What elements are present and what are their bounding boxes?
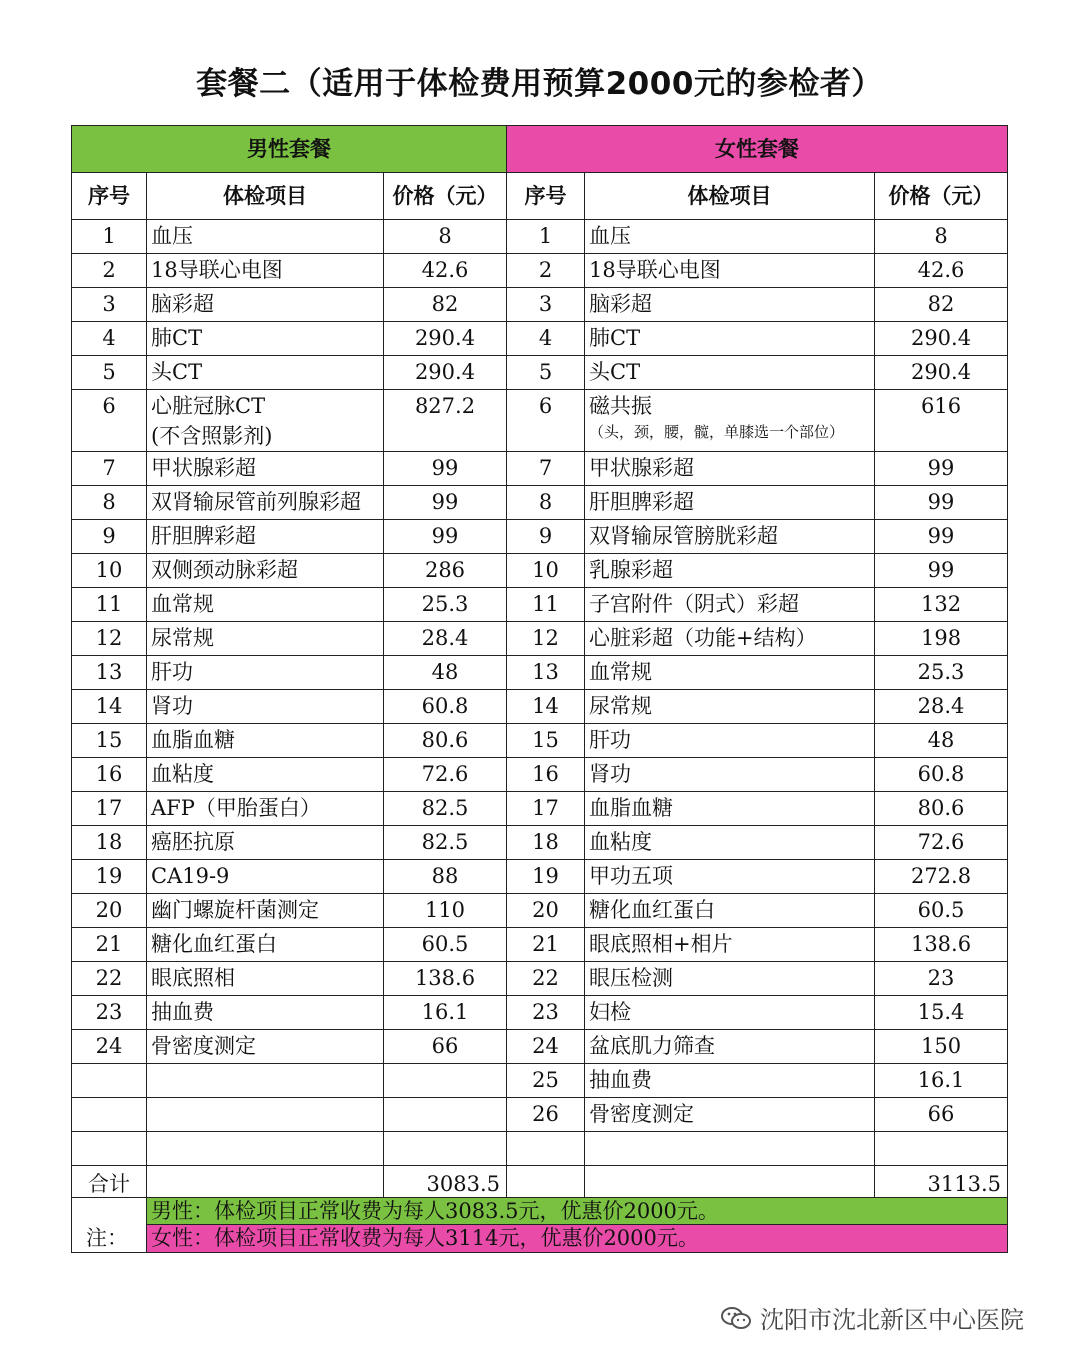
female-item-price (875, 1132, 1008, 1166)
female-item-no: 25 (507, 1064, 585, 1098)
female-item-name: 肺CT (585, 322, 875, 356)
male-item-name: 脑彩超 (147, 288, 384, 322)
male-item-price: 66 (384, 1030, 507, 1064)
table-row (72, 220, 1008, 254)
male-item-no: 21 (72, 928, 147, 962)
male-item-name: 幽门螺旋杆菌测定 (147, 894, 384, 928)
female-item-name: 肝功 (585, 724, 875, 758)
female-item-price: 99 (875, 554, 1008, 588)
male-item-name: 血粘度 (147, 758, 384, 792)
female-item-name: 糖化血红蛋白 (585, 894, 875, 928)
total-row (72, 1166, 1008, 1198)
table-row (72, 792, 1008, 826)
table-row (72, 288, 1008, 322)
male-item-name (147, 1098, 384, 1132)
female-item-price: 150 (875, 1030, 1008, 1064)
table-row (72, 996, 1008, 1030)
male-item-price: 290.4 (384, 322, 507, 356)
female-item-price: 138.6 (875, 928, 1008, 962)
female-item-name: 血压 (585, 220, 875, 254)
watermark-text: 沈阳市沈北新区中心医院 (760, 1306, 1024, 1334)
male-item-no: 12 (72, 622, 147, 656)
male-item-name (147, 1132, 384, 1166)
male-item-no: 14 (72, 690, 147, 724)
table-row (72, 588, 1008, 622)
female-item-price: 272.8 (875, 860, 1008, 894)
female-item-no: 1 (507, 220, 585, 254)
male-item-price (384, 1064, 507, 1098)
female-item-no: 12 (507, 622, 585, 656)
male-item-name: 血常规 (147, 588, 384, 622)
male-item-name (147, 1064, 384, 1098)
male-item-no: 10 (72, 554, 147, 588)
female-item-no: 20 (507, 894, 585, 928)
table-row (72, 1132, 1008, 1166)
female-item-name: 子宫附件（阴式）彩超 (585, 588, 875, 622)
table-row (72, 690, 1008, 724)
male-item-price: 25.3 (384, 588, 507, 622)
male-item-price: 138.6 (384, 962, 507, 996)
table-row (72, 356, 1008, 390)
male-item-price: 82.5 (384, 792, 507, 826)
female-item-name: 尿常规 (585, 690, 875, 724)
male-item-name: 糖化血红蛋白 (147, 928, 384, 962)
male-item-price: 72.6 (384, 758, 507, 792)
male-item-price: 88 (384, 860, 507, 894)
total-label: 合计 (72, 1166, 147, 1198)
female-item-name: 18导联心电图 (585, 254, 875, 288)
female-item-no: 2 (507, 254, 585, 288)
female-item-no: 6 (507, 390, 585, 452)
female-item-price: 290.4 (875, 356, 1008, 390)
male-item-price: 60.5 (384, 928, 507, 962)
col-header-item: 体检项目 (147, 173, 384, 220)
male-item-name: 肾功 (147, 690, 384, 724)
male-package-header: 男性套餐 (72, 126, 507, 173)
male-item-no: 2 (72, 254, 147, 288)
male-item-no: 13 (72, 656, 147, 690)
table-row (72, 860, 1008, 894)
female-item-no: 22 (507, 962, 585, 996)
table-row (72, 962, 1008, 996)
female-item-no: 3 (507, 288, 585, 322)
table-row (72, 520, 1008, 554)
male-item-name: 癌胚抗原 (147, 826, 384, 860)
female-item-no: 15 (507, 724, 585, 758)
male-item-price: 60.8 (384, 690, 507, 724)
female-item-no: 16 (507, 758, 585, 792)
male-item-price: 28.4 (384, 622, 507, 656)
female-item-name (585, 1132, 875, 1166)
female-package-header: 女性套餐 (507, 126, 1008, 173)
female-item-price: 16.1 (875, 1064, 1008, 1098)
female-item-price: 99 (875, 486, 1008, 520)
table-row (72, 390, 1008, 452)
female-item-name: 磁共振 （头，颈，腰，髋，单膝选一个部位） (585, 390, 875, 452)
female-item-name: 血脂血糖 (585, 792, 875, 826)
female-item-name: 甲状腺彩超 (585, 452, 875, 486)
page-title: 套餐二（适用于体检费用预算2000元的参检者） (196, 66, 883, 102)
male-item-price: 80.6 (384, 724, 507, 758)
female-item-price: 48 (875, 724, 1008, 758)
male-item-no: 22 (72, 962, 147, 996)
table-row (72, 322, 1008, 356)
package-table (71, 125, 1008, 1253)
female-item-no (507, 1132, 585, 1166)
male-item-no: 15 (72, 724, 147, 758)
female-item-name: 肾功 (585, 758, 875, 792)
col-header-price: 价格（元） (875, 173, 1008, 220)
female-item-name: 头CT (585, 356, 875, 390)
male-item-no: 17 (72, 792, 147, 826)
col-header-no: 序号 (507, 173, 585, 220)
female-item-price: 616 (875, 390, 1008, 452)
female-item-no: 8 (507, 486, 585, 520)
male-item-no: 4 (72, 322, 147, 356)
female-item-name: 肝胆脾彩超 (585, 486, 875, 520)
female-item-no: 7 (507, 452, 585, 486)
col-header-no: 序号 (72, 173, 147, 220)
female-item-no: 19 (507, 860, 585, 894)
empty-cell (507, 1166, 585, 1198)
female-item-price: 72.6 (875, 826, 1008, 860)
female-item-no: 21 (507, 928, 585, 962)
male-item-price: 99 (384, 486, 507, 520)
female-item-price: 25.3 (875, 656, 1008, 690)
male-item-no: 20 (72, 894, 147, 928)
male-note: 男性：体检项目正常收费为每人3083.5元，优惠价2000元。 (147, 1198, 1008, 1225)
male-item-price (384, 1098, 507, 1132)
male-item-price: 99 (384, 452, 507, 486)
male-item-name: 心脏冠脉CT (不含照影剂) (147, 390, 384, 452)
male-item-no: 7 (72, 452, 147, 486)
male-item-no: 18 (72, 826, 147, 860)
female-item-name: 妇检 (585, 996, 875, 1030)
col-header-price: 价格（元） (384, 173, 507, 220)
male-item-price: 99 (384, 520, 507, 554)
male-item-no: 11 (72, 588, 147, 622)
empty-cell (585, 1166, 875, 1198)
female-item-no: 18 (507, 826, 585, 860)
female-item-price: 290.4 (875, 322, 1008, 356)
table-row (72, 758, 1008, 792)
female-item-no: 14 (507, 690, 585, 724)
female-item-price: 15.4 (875, 996, 1008, 1030)
female-item-name: 双肾输尿管膀胱彩超 (585, 520, 875, 554)
table-row (72, 554, 1008, 588)
male-item-no: 3 (72, 288, 147, 322)
male-item-no: 5 (72, 356, 147, 390)
male-item-price: 42.6 (384, 254, 507, 288)
male-item-no (72, 1098, 147, 1132)
male-item-name: 双侧颈动脉彩超 (147, 554, 384, 588)
table-row (72, 1098, 1008, 1132)
female-item-no: 4 (507, 322, 585, 356)
female-item-name: 甲功五项 (585, 860, 875, 894)
female-item-no: 11 (507, 588, 585, 622)
male-item-price: 8 (384, 220, 507, 254)
male-item-price: 110 (384, 894, 507, 928)
table-row (72, 254, 1008, 288)
female-item-price: 66 (875, 1098, 1008, 1132)
female-item-no: 24 (507, 1030, 585, 1064)
table-row (72, 622, 1008, 656)
female-item-price: 99 (875, 452, 1008, 486)
female-item-price: 198 (875, 622, 1008, 656)
female-item-name: 骨密度测定 (585, 1098, 875, 1132)
male-item-name: 头CT (147, 356, 384, 390)
male-item-price: 286 (384, 554, 507, 588)
female-item-no: 10 (507, 554, 585, 588)
female-item-no: 26 (507, 1098, 585, 1132)
male-item-price: 827.2 (384, 390, 507, 452)
male-item-no: 24 (72, 1030, 147, 1064)
note-label: 注： (72, 1198, 147, 1253)
female-item-price: 8 (875, 220, 1008, 254)
male-item-name: 血压 (147, 220, 384, 254)
table-row (72, 486, 1008, 520)
male-item-name: 18导联心电图 (147, 254, 384, 288)
female-item-no: 9 (507, 520, 585, 554)
female-item-price: 42.6 (875, 254, 1008, 288)
table-row (72, 656, 1008, 690)
female-item-name: 血常规 (585, 656, 875, 690)
table-row (72, 724, 1008, 758)
table-row (72, 1064, 1008, 1098)
table-row (72, 928, 1008, 962)
table-row (72, 1030, 1008, 1064)
male-item-price: 82.5 (384, 826, 507, 860)
wechat-icon (720, 1305, 752, 1331)
table-row (72, 452, 1008, 486)
female-item-name: 心脏彩超（功能+结构） (585, 622, 875, 656)
male-item-price: 82 (384, 288, 507, 322)
male-item-price: 48 (384, 656, 507, 690)
male-item-name: 肝胆脾彩超 (147, 520, 384, 554)
male-item-no: 9 (72, 520, 147, 554)
male-item-name: 肝功 (147, 656, 384, 690)
female-item-price: 60.8 (875, 758, 1008, 792)
empty-cell (147, 1166, 384, 1198)
male-item-no (72, 1064, 147, 1098)
female-item-no: 17 (507, 792, 585, 826)
female-item-price: 60.5 (875, 894, 1008, 928)
male-item-name: AFP（甲胎蛋白） (147, 792, 384, 826)
watermark (720, 1300, 1024, 1335)
male-item-price (384, 1132, 507, 1166)
female-item-name: 脑彩超 (585, 288, 875, 322)
male-item-name: 甲状腺彩超 (147, 452, 384, 486)
male-item-no: 23 (72, 996, 147, 1030)
female-item-name: 乳腺彩超 (585, 554, 875, 588)
male-item-name: 骨密度测定 (147, 1030, 384, 1064)
female-item-name: 抽血费 (585, 1064, 875, 1098)
female-item-no: 23 (507, 996, 585, 1030)
male-item-name: 血脂血糖 (147, 724, 384, 758)
male-item-price: 16.1 (384, 996, 507, 1030)
female-item-name: 盆底肌力筛查 (585, 1030, 875, 1064)
male-item-name: 抽血费 (147, 996, 384, 1030)
male-item-name: 眼底照相 (147, 962, 384, 996)
col-header-item: 体检项目 (585, 173, 875, 220)
male-item-no: 16 (72, 758, 147, 792)
female-item-price: 23 (875, 962, 1008, 996)
female-total: 3113.5 (875, 1166, 1008, 1198)
male-item-no: 6 (72, 390, 147, 452)
male-item-name: 双肾输尿管前列腺彩超 (147, 486, 384, 520)
female-note: 女性：体检项目正常收费为每人3114元，优惠价2000元。 (147, 1225, 1008, 1252)
male-item-price: 290.4 (384, 356, 507, 390)
male-item-no (72, 1132, 147, 1166)
female-item-no: 5 (507, 356, 585, 390)
male-item-name: 尿常规 (147, 622, 384, 656)
male-item-name: CA19-9 (147, 860, 384, 894)
female-item-price: 132 (875, 588, 1008, 622)
table-row (72, 894, 1008, 928)
female-item-no: 13 (507, 656, 585, 690)
male-item-no: 1 (72, 220, 147, 254)
female-item-price: 82 (875, 288, 1008, 322)
female-item-price: 80.6 (875, 792, 1008, 826)
female-item-price: 99 (875, 520, 1008, 554)
female-item-name: 眼底照相+相片 (585, 928, 875, 962)
female-item-name: 血粘度 (585, 826, 875, 860)
male-item-no: 8 (72, 486, 147, 520)
male-item-no: 19 (72, 860, 147, 894)
female-item-name: 眼压检测 (585, 962, 875, 996)
male-total: 3083.5 (384, 1166, 507, 1198)
male-item-name: 肺CT (147, 322, 384, 356)
table-row (72, 826, 1008, 860)
female-item-price: 28.4 (875, 690, 1008, 724)
